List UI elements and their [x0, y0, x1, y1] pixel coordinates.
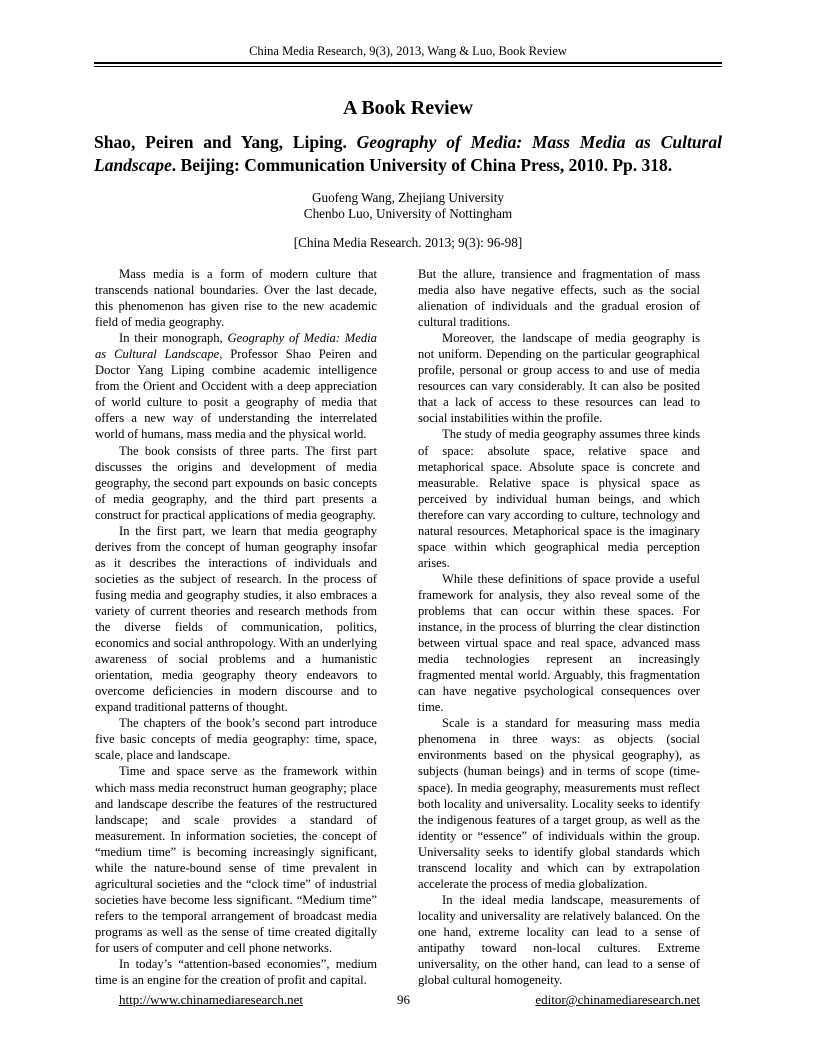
website-link[interactable]: http://www.chinamediaresearch.net	[119, 992, 303, 1007]
email-link[interactable]: editor@chinamediaresearch.net	[535, 992, 700, 1007]
paragraph-text: , Professor Shao Peiren and Doctor Yang Liping combine academic intelligence from the Orient and Occident with a deep appreciation of world culture to posit a geography of media that offers a new way of understanding the interrelated world of humans, mass media and the physical world.	[95, 347, 377, 442]
left-column	[95, 266, 377, 988]
paragraph: The book consists of three parts. The first part discusses the origins and development of media geography, the second part expounds on basic concepts of media geography, and the third part presents a construct for practical applications of media geography.	[95, 443, 377, 522]
book-citation	[94, 131, 722, 177]
reviewer-1: Guofeng Wang, Zhejiang University	[311, 190, 505, 205]
paragraph: The chapters of the book’s second part introduce five basic concepts of media geography: time, space, scale, place and landscape.	[95, 716, 377, 763]
paragraph: In the first part, we learn that media geography derives from the concept of human geography insofar as it describes the interactions of individuals and societies as the subject of research. In the process of fusing media and geography studies, it also embraces a variety of current theories and research methods from the diverse fields of communication, politics, economics and social anthropology. With an underlying awareness of social problems and a humanistic orientation, media geography theory endeavors to overcome deficiencies in modern discourse and to expand traditional patterns of thought.	[95, 523, 377, 715]
reviewer-list	[94, 190, 722, 222]
paragraph: Moreover, the landscape of media geography is not uniform. Depending on the particular geographical profile, personal or group access to and use of media resources can vary considerably. It can also be posited that a lack of access to these resources can lead to social instabilities within the profile.	[418, 331, 700, 426]
book-title-italic: Geography of Media: Media as Cultural Landscape	[95, 331, 377, 362]
page-number: 96	[397, 992, 410, 1007]
paragraph: The study of media geography assumes three kinds of space: absolute space, relative space and metaphorical space. Absolute space is concrete and measurable. Relative space is physical space as perceived by individual human beings, and which therefore can vary according to culture, technology and natural resources. Metaphorical space is the imaginary space within which geographical media perception arises.	[418, 427, 700, 570]
paragraph: But the allure, transience and fragmentation of mass media also have negative effects, such as the social alienation of individuals and the gradual erosion of cultural traditions.	[418, 267, 700, 330]
paragraph: In the ideal media landscape, measurements of locality and universality are relatively balanced. On the one hand, extreme locality can lead to a sense of antipathy toward non-local cultures. Extreme universality, on the other hand, can lead to a sense of global cultural homogeneity.	[418, 892, 700, 988]
header-rule-thin	[94, 66, 722, 67]
page-title: A Book Review	[343, 97, 473, 119]
paragraph: In today’s “attention-based economies”, medium time is an engine for the creation of profit and capital.	[95, 957, 377, 988]
paragraph-text: In their monograph,	[119, 331, 228, 346]
paragraph: Scale is a standard for measuring mass media phenomena in three ways: as objects (social environments based on the physical geography), as subjects (human beings) and in terms of scope (time-space). In media geography, measurements must reflect both locality and universality. Locality seeks to identify the indigenous features of a target group, as well as the identity or “essence” of individuals within the group. Universality seeks to identify global standards which transcend locality and which can by extrapolation accelerate the process of media globalization.	[418, 716, 700, 891]
citation-publisher: . Beijing: Communication University of China Press, 2010. Pp. 318.	[171, 155, 673, 175]
reviewer-2: Chenbo Luo, University of Nottingham	[303, 206, 513, 221]
paragraph: Time and space serve as the framework within which mass media reconstruct human geography; place and landscape describe the features of the restructured landscape; and scale provides a standard of measurement. In information societies, the concept of “medium time” is becoming increasingly significant, while the nature-bound sense of time prevalent in agricultural societies and the “clock time” of industrial societies have become less significant. “Medium time” refers to the temporal arrangement of broadcast media programs as well as the sense of time created digitally for users of computer and cell phone networks.	[95, 764, 377, 955]
header-rule-thick	[94, 62, 722, 64]
journal-reference: [China Media Research. 2013; 9(3): 96-98]	[293, 235, 523, 250]
right-column	[418, 266, 700, 988]
running-header: China Media Research, 9(3), 2013, Wang & Luo, Book Review	[249, 44, 567, 58]
paragraph	[95, 330, 377, 442]
citation-book-title: Geography of Media: Mass Media as Cultural Landscape	[94, 132, 722, 175]
page-footer	[94, 992, 722, 1008]
citation-authors: Shao, Peiren and Yang, Liping.	[94, 132, 347, 152]
paragraph: While these definitions of space provide a useful framework for analysis, they also reveal some of the problems that can occur within these spaces. For instance, in the process of blurring the clear distinction between virtual space and real space, advanced mass media technologies represent an increasingly fragmented mental world. Arguably, this fragmentation can have negative psychological consequences over time.	[418, 571, 700, 715]
paragraph: Mass media is a form of modern culture that transcends national boundaries. Over the last decade, this phenomenon has given rise to the new academic field of media geography.	[95, 267, 377, 330]
